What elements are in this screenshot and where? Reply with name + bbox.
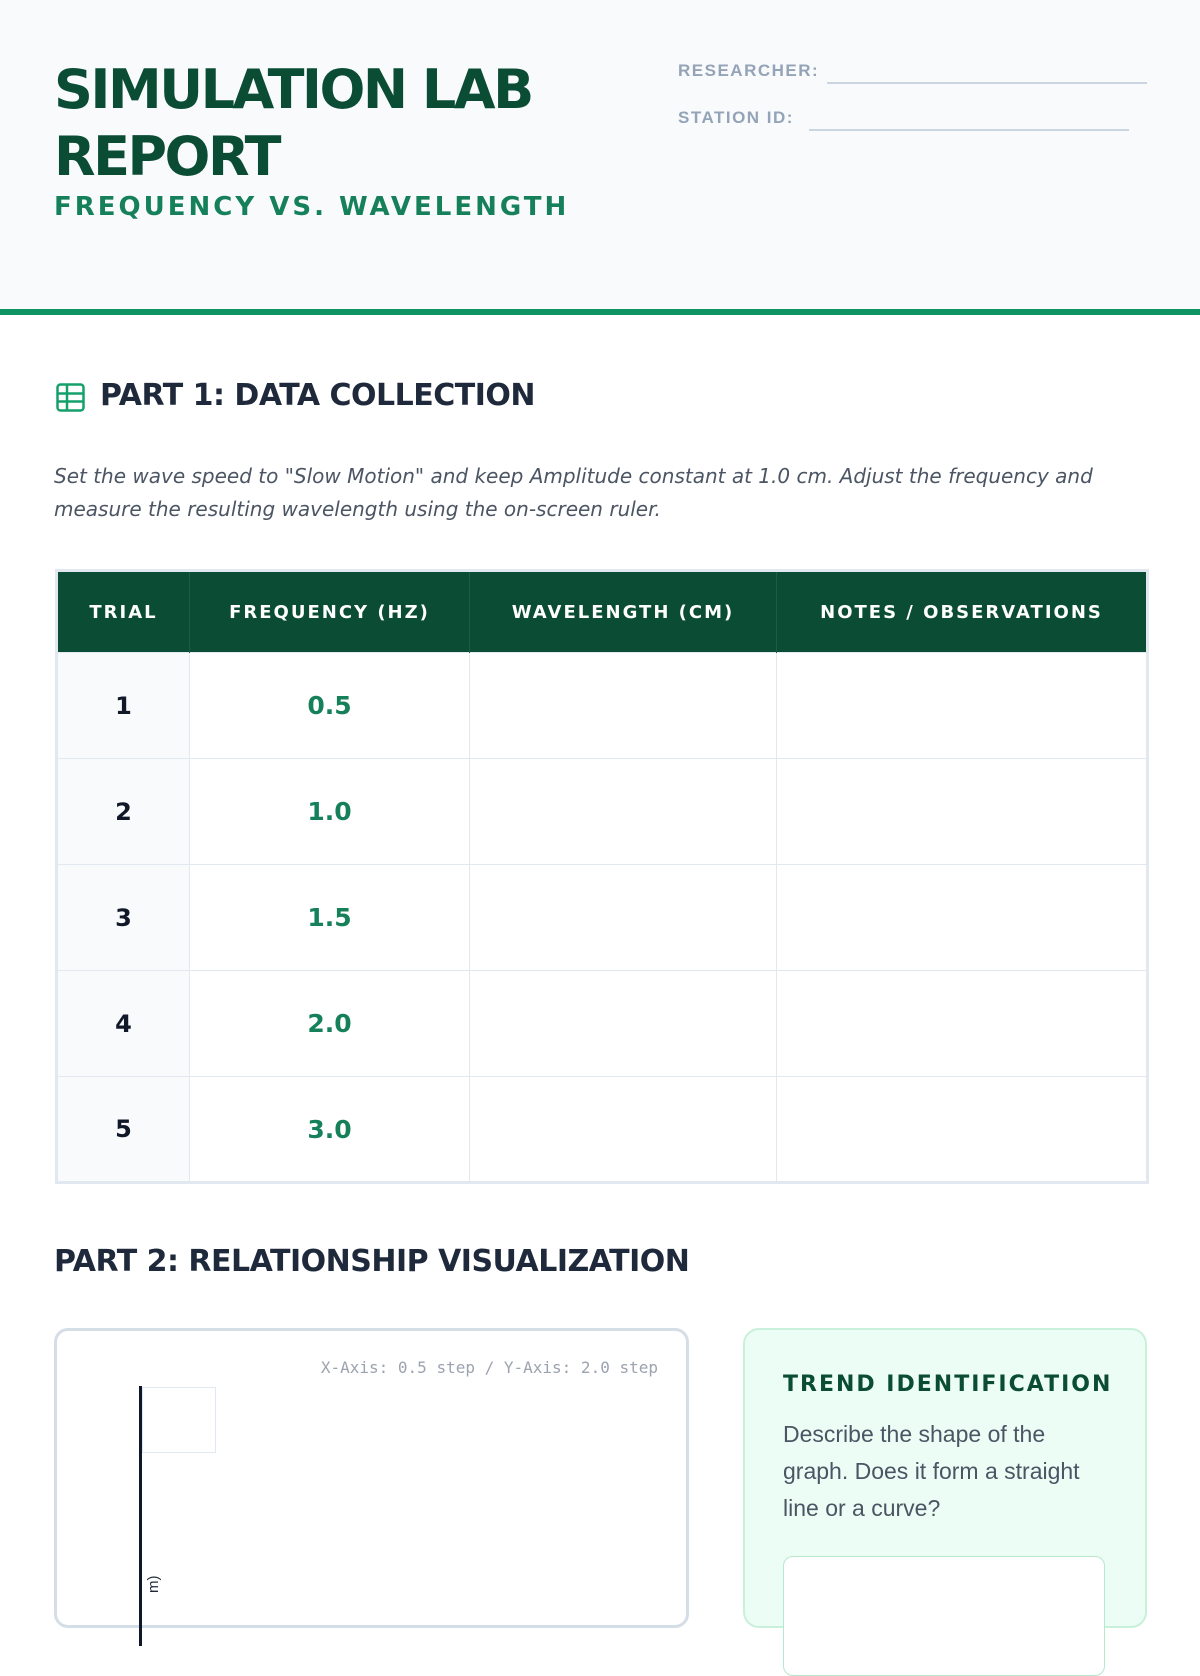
table-row xyxy=(57,971,1148,1077)
table-row xyxy=(57,653,1148,759)
axis-step-note: X-Axis: 0.5 step / Y-Axis: 2.0 step xyxy=(320,1358,658,1377)
part2-title: PART 2: RELATIONSHIP VISUALIZATION xyxy=(54,1244,690,1279)
researcher-field[interactable] xyxy=(827,82,1147,84)
header-wavelength: WAVELENGTH (CM) xyxy=(470,571,777,653)
researcher-label: RESEARCHER: xyxy=(678,61,820,80)
trial-number: 1 xyxy=(57,653,190,759)
table-header-row xyxy=(57,571,1148,653)
table-icon xyxy=(56,383,85,412)
report-title: SIMULATION LAB REPORT xyxy=(54,58,532,188)
trend-prompt: Describe the shape of the graph. Does it form a straight line or a curve? xyxy=(783,1421,1080,1521)
station-id-field[interactable] xyxy=(809,129,1129,131)
part1-title: PART 1: DATA COLLECTION xyxy=(100,378,536,413)
notes-input-cell[interactable] xyxy=(777,971,1148,1077)
notes-input-cell[interactable] xyxy=(777,865,1148,971)
wavelength-input-cell[interactable] xyxy=(470,971,777,1077)
header-frequency: FREQUENCY (HZ) xyxy=(190,571,470,653)
table-row xyxy=(57,759,1148,865)
frequency-value: 1.5 xyxy=(190,865,470,971)
graph-grid-cell xyxy=(142,1387,216,1453)
trial-number: 5 xyxy=(57,1077,190,1183)
station-id-label: STATION ID: xyxy=(678,108,794,127)
frequency-value: 3.0 xyxy=(190,1077,470,1183)
wavelength-input-cell[interactable] xyxy=(470,759,777,865)
wavelength-input-cell[interactable] xyxy=(470,1077,777,1183)
wavelength-input-cell[interactable] xyxy=(470,653,777,759)
table-row xyxy=(57,865,1148,971)
trial-number: 3 xyxy=(57,865,190,971)
notes-input-cell[interactable] xyxy=(777,759,1148,865)
header-trial: TRIAL xyxy=(57,571,190,653)
frequency-value: 1.0 xyxy=(190,759,470,865)
report-subtitle: FREQUENCY VS. WAVELENGTH xyxy=(54,192,570,222)
wavelength-input-cell[interactable] xyxy=(470,865,777,971)
header-notes: NOTES / OBSERVATIONS xyxy=(777,571,1148,653)
trend-title: TREND IDENTIFICATION xyxy=(783,1372,1113,1397)
trial-number: 2 xyxy=(57,759,190,865)
trend-answer-box[interactable] xyxy=(783,1556,1105,1676)
frequency-value: 2.0 xyxy=(190,971,470,1077)
part1-instructions: Set the wave speed to "Slow Motion" and keep Amplitude constant at 1.0 cm. Adjust the frequency and measure the resulting wavelength using the on-screen ruler. xyxy=(54,464,1093,521)
notes-input-cell[interactable] xyxy=(777,1077,1148,1183)
trend-card xyxy=(743,1328,1147,1628)
table-row xyxy=(57,1077,1148,1183)
data-table xyxy=(55,569,1149,1184)
frequency-value: 0.5 xyxy=(190,653,470,759)
notes-input-cell[interactable] xyxy=(777,653,1148,759)
graph-card xyxy=(54,1328,689,1628)
trial-number: 4 xyxy=(57,971,190,1077)
graph-y-axis-label: m) xyxy=(145,1575,162,1593)
report-header xyxy=(0,0,1200,315)
